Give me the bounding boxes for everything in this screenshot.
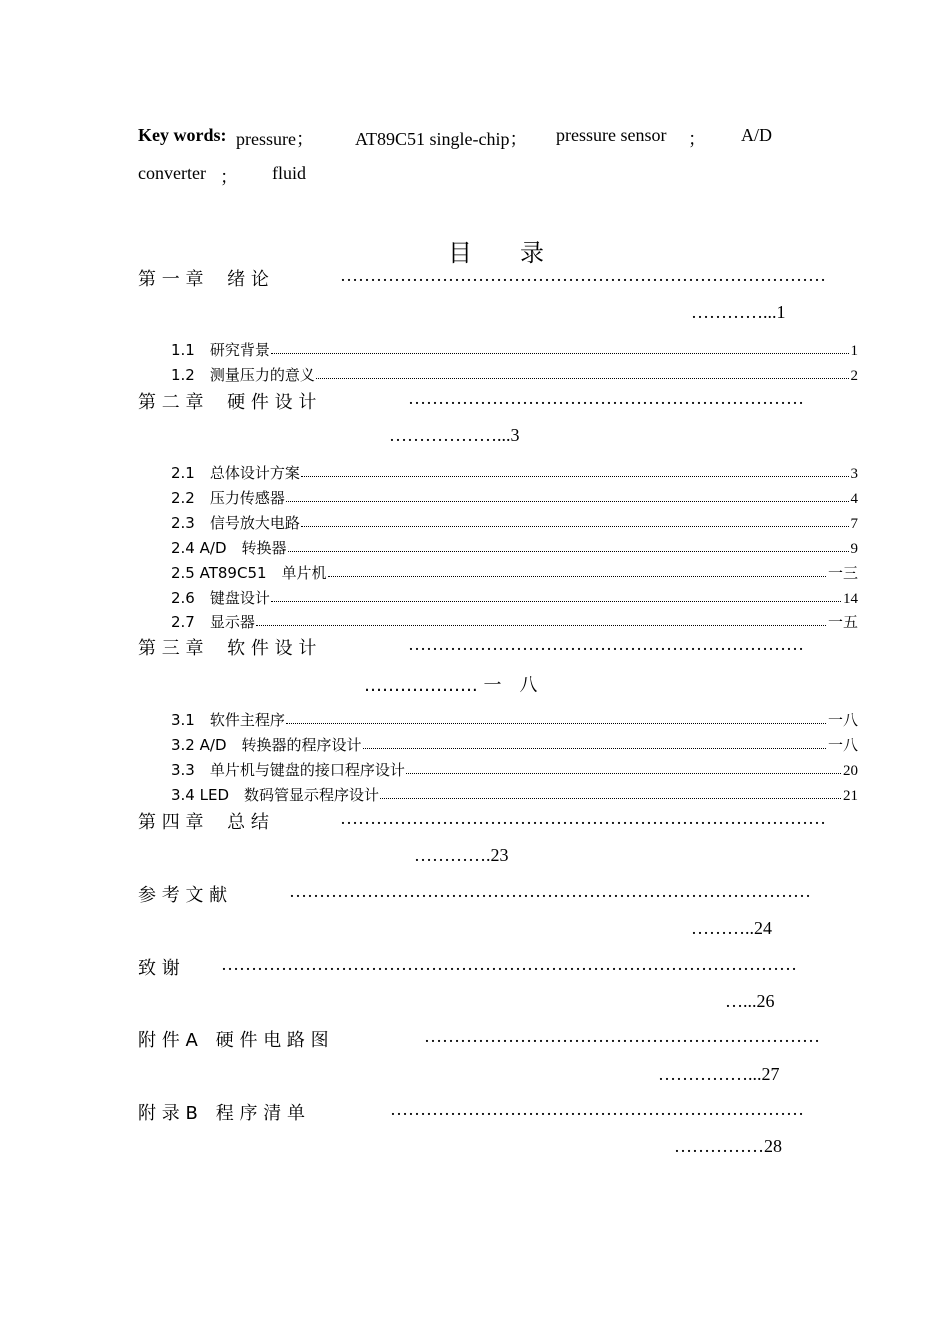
toc-item-label: 3.1 软件主程序	[171, 711, 285, 729]
keyword: pressure sensor	[556, 125, 667, 145]
toc-chapter-page: ………………...3	[389, 425, 520, 445]
toc-chapter-2: 第 二 章 硬 件 设 计	[138, 392, 317, 413]
toc-item-page: 21	[843, 788, 858, 804]
toc-item-label: 2.6 键盘设计	[171, 589, 270, 607]
toc-item	[171, 586, 858, 608]
toc-chapter-page: ………..24	[691, 918, 772, 938]
toc-item-label: 2.1 总体设计方案	[171, 464, 300, 482]
toc-item-label: 2.4 A/D 转换器	[171, 539, 287, 557]
toc-item-leader	[328, 576, 826, 577]
toc-item-page: 7	[850, 516, 858, 532]
keyword: pressure；	[236, 129, 314, 149]
toc-leader-dots: …………………………………………………………	[424, 1026, 820, 1046]
toc-chapter-4: 第 四 章 总 结	[138, 812, 269, 833]
toc-item-leader	[406, 773, 841, 774]
toc-item-leader	[286, 723, 826, 724]
toc-item	[171, 561, 858, 583]
toc-item-label: 2.5 AT89C51 单片机	[171, 564, 327, 582]
toc-chapter-page: …...26	[725, 991, 775, 1011]
toc-item-page: 2	[850, 368, 858, 384]
toc-item-page: 20	[843, 763, 858, 779]
toc-item-page: 一三	[827, 564, 858, 582]
toc-appendix-a: 附 件 A 硬 件 电 路 图	[138, 1030, 329, 1051]
toc-item-page: 1	[850, 343, 858, 359]
toc-item	[171, 511, 858, 533]
toc-item-page: 9	[850, 541, 858, 557]
toc-item-label: 3.2 A/D 转换器的程序设计	[171, 736, 362, 754]
toc-item-leader	[301, 526, 849, 527]
toc-item-leader	[256, 625, 826, 626]
toc-item	[171, 733, 858, 755]
toc-chapter-page: ………….23	[414, 845, 509, 865]
toc-leader-dots: …………………………………………………………	[408, 388, 804, 408]
keyword: AT89C51 single-chip；	[355, 129, 528, 149]
keyword: A/D	[741, 125, 772, 145]
toc-item-label: 1.2 测量压力的意义	[171, 366, 315, 384]
toc-item-leader	[380, 798, 841, 799]
keyword-separator: ；	[688, 129, 706, 149]
toc-leader-dots: ……………………………………………………………………………	[289, 881, 811, 901]
toc-chapter-page: ……………28	[674, 1136, 782, 1156]
toc-item	[171, 536, 858, 558]
toc-acknowledgements: 致 谢	[138, 958, 180, 979]
toc-item-label: 2.7 显示器	[171, 613, 255, 631]
toc-item-label: 1.1 研究背景	[171, 341, 270, 359]
keyword-separator: ；	[220, 167, 238, 187]
toc-leader-dots: …………………………………………………………	[408, 634, 804, 654]
toc-appendix-b: 附 录 B 程 序 清 单	[138, 1103, 305, 1124]
toc-item-leader	[316, 378, 849, 379]
toc-chapter-page: ………………. 一 八	[364, 675, 538, 696]
toc-title: 目 录	[448, 239, 544, 267]
keyword: fluid	[272, 163, 306, 183]
toc-leader-dots: ………………………………………………………………………	[340, 808, 826, 828]
toc-item-label: 2.2 压力传感器	[171, 489, 285, 507]
toc-leader-dots: ……………………………………………………………	[390, 1099, 804, 1119]
toc-item-leader	[288, 551, 849, 552]
toc-item-page: 一八	[827, 736, 858, 754]
toc-item	[171, 758, 858, 780]
toc-item-label: 3.4 LED 数码管显示程序设计	[171, 786, 380, 804]
toc-item	[171, 461, 858, 483]
toc-chapter-page: …………...1	[691, 302, 786, 322]
toc-item-leader	[286, 501, 849, 502]
toc-leader-dots: ……………………………………………………………………………………	[221, 954, 797, 974]
toc-item	[171, 363, 858, 385]
toc-item-leader	[301, 476, 849, 477]
toc-item-page: 一五	[827, 613, 858, 631]
toc-item-page: 4	[850, 491, 858, 507]
toc-chapter-page: ……………...27	[658, 1064, 780, 1084]
toc-item-leader	[271, 353, 849, 354]
toc-item	[171, 783, 858, 805]
toc-item	[171, 610, 858, 632]
toc-item-label: 2.3 信号放大电路	[171, 514, 300, 532]
toc-chapter-3: 第 三 章 软 件 设 计	[138, 638, 317, 659]
keyword: converter	[138, 163, 206, 183]
toc-leader-dots: ………………………………………………………………………	[340, 265, 826, 285]
toc-item	[171, 486, 858, 508]
toc-item-label: 3.3 单片机与键盘的接口程序设计	[171, 761, 405, 779]
toc-chapter-1: 第 一 章 绪 论	[138, 269, 269, 290]
toc-item	[171, 708, 858, 730]
toc-references: 参 考 文 献	[138, 885, 228, 906]
toc-item-leader	[271, 601, 841, 602]
keywords-label: Key words:	[138, 125, 227, 145]
toc-item	[171, 338, 858, 360]
toc-item-page: 3	[850, 466, 858, 482]
toc-item-page: 14	[843, 591, 858, 607]
toc-item-leader	[363, 748, 826, 749]
toc-item-page: 一八	[827, 711, 858, 729]
